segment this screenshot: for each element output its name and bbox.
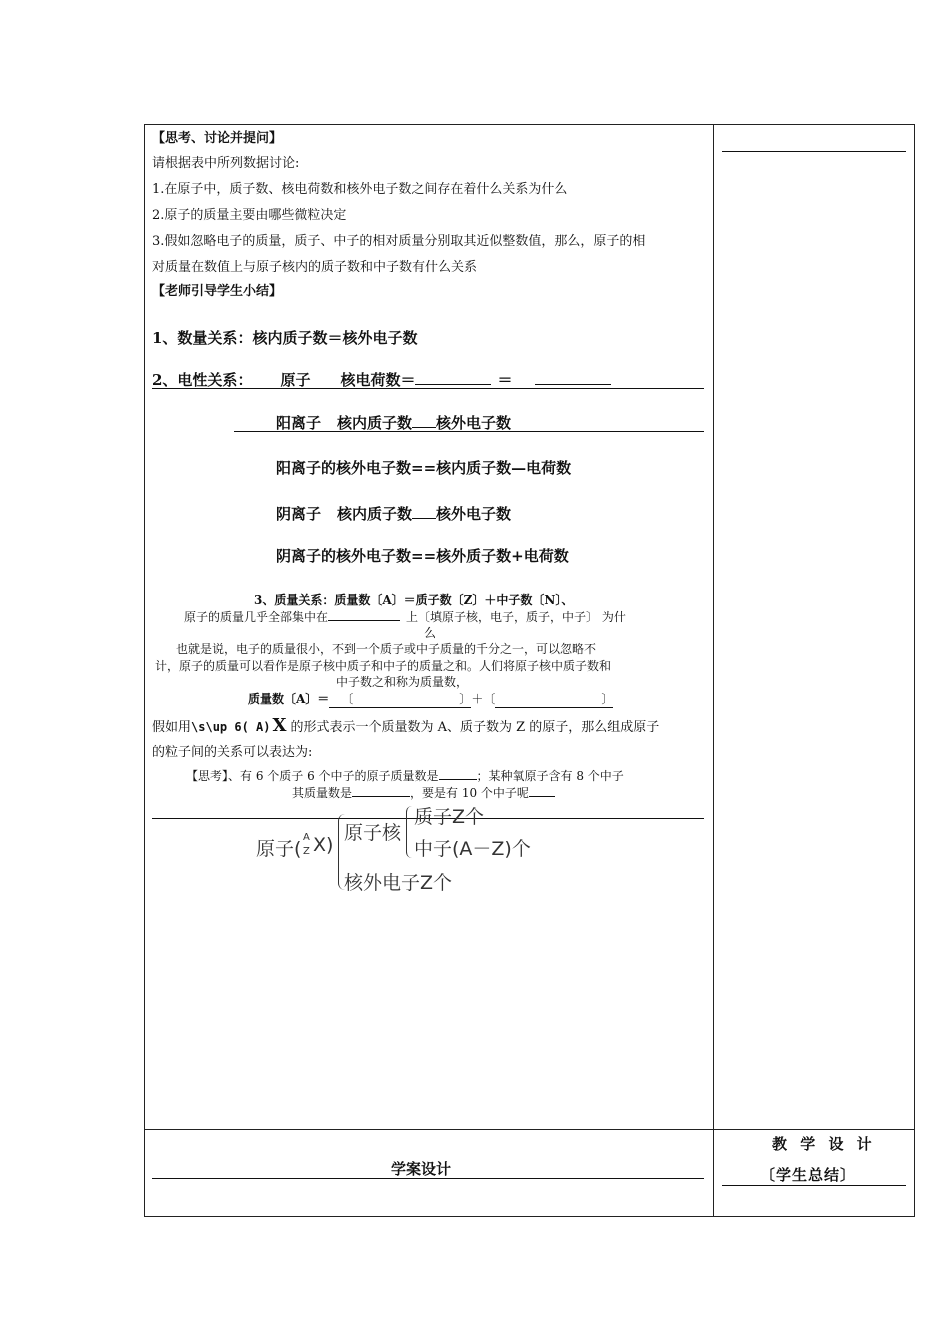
right-main-cell (713, 124, 915, 1130)
question-3-line2: 对质量在数值上与原子核内的质子数和中子数有什么关系 (152, 260, 478, 275)
mass-paragraph-2: 计，原子的质量可以看作是原子核中质子和中子的质量之和。人们将原子核中质子数和 (155, 659, 612, 673)
think2-blank-1[interactable] (439, 779, 477, 780)
think2-blank-2[interactable] (352, 796, 410, 797)
anion-relation (276, 503, 511, 524)
left-footer-title: 学案设计 (391, 1160, 452, 1178)
think2-blank-3[interactable] (529, 796, 555, 797)
charge-blank-1[interactable] (415, 384, 491, 385)
left-footer-rule (152, 1178, 704, 1179)
cation-b: 核外电子数 (436, 414, 512, 432)
cation-formula: 阳离子的核外电子数==核内质子数—电荷数 (276, 459, 572, 477)
right-footer-rule (722, 1185, 906, 1186)
mass-paragraph-1: 也就是说，电子的质量很小，不到一个质子或中子质量的千分之一，可以忽略不 (176, 642, 597, 656)
think2-line-1b: ；某种氧原子含有 8 个中子 (476, 769, 624, 783)
notation-prefix: 假如用 (152, 720, 192, 735)
mass-relation: 3、质量关系：质量数〔A〕＝质子数〔Z〕＋中子数〔N〕、 (254, 593, 574, 607)
mass-eq-blank-2[interactable]: 〕 (495, 690, 613, 708)
question-3-line1: 3.假如忽略电子的质量，质子、中子的相对质量分别取其近似整数值，那么，原子的相 (152, 234, 646, 249)
question-2: 2.原子的质量主要由哪些微粒决定 (152, 208, 347, 223)
mass-line-1 (184, 608, 626, 625)
anion-b: 核外电子数 (436, 505, 512, 523)
rule-1 (152, 388, 704, 389)
anion-blank[interactable] (412, 518, 436, 519)
structure-sub: Z (303, 846, 310, 857)
structure-proton: 质子Z个 (414, 806, 485, 828)
mass-paragraph-3: 中子数之和称为质量数， (336, 675, 469, 689)
mass-line-1a: 原子的质量几乎全部集中在 (184, 610, 329, 624)
structure-neutron: 中子(A－Z)个 (414, 838, 531, 860)
anion-label: 阴离子 (276, 505, 322, 523)
mass-line-1b: 上〔填原子核，电子，质子，中子〕 为什 (406, 610, 626, 624)
cation-blank[interactable] (412, 427, 436, 428)
mass-blank[interactable] (328, 620, 400, 621)
right-footer-subtitle: 〔学生总结〕 (760, 1166, 857, 1184)
notation-x: X (272, 715, 287, 736)
notation-line-2: 的粒子间的关系可以表达为: (152, 745, 313, 760)
structure-x: X) (313, 834, 334, 856)
structure-sup: A (303, 832, 310, 843)
anion-a: 核内质子数 (337, 505, 413, 523)
notation-suffix: 的形式表示一个质量数为 A、质子数为 Z 的原子，那么组成原子 (290, 720, 660, 735)
structure-nucleus: 原子核 (344, 822, 402, 844)
right-footer-title: 教 学 设 计 (772, 1135, 876, 1153)
notation-line-1 (152, 715, 659, 736)
summary-heading: 【老师引导学生小结】 (152, 284, 283, 299)
think2-line-2a: 其质量数是 (292, 786, 353, 800)
cation-a: 核内质子数 (337, 414, 413, 432)
mass-eq-label: 质量数〔A〕＝ (248, 692, 330, 706)
anion-formula: 阴离子的核外电子数==核外质子数+电荷数 (276, 547, 569, 565)
inner-brace (406, 806, 412, 858)
intro-text: 请根据表中所列数据讨论: (152, 156, 300, 171)
question-1: 1.在原子中，质子数、核电荷数和核外电子数之间存在着什么关系为什么 (152, 182, 568, 197)
notation-code: \s\up 6( A) (191, 720, 271, 734)
mass-equation (248, 690, 613, 708)
charge-blank-2[interactable] (535, 384, 611, 385)
think-heading: 【思考、讨论并提问】 (152, 131, 283, 146)
charge-relation (152, 369, 611, 390)
mass-line-1c: 么 (424, 626, 437, 640)
think2-line-2 (292, 784, 555, 801)
right-column-rule (722, 151, 906, 152)
cation-relation (276, 412, 511, 433)
charge-relation-atom: 原子 (280, 371, 311, 389)
think2-line-1 (186, 767, 624, 784)
charge-relation-label: 2、电性关系： (152, 371, 253, 389)
charge-relation-charge: 核电荷数＝ (340, 371, 416, 389)
think2-line-1a: 【思考】、有 6 个质子 6 个中子的原子质量数是 (186, 769, 439, 783)
structure-atom: 原子( (256, 838, 302, 860)
structure-electron: 核外电子Z个 (344, 872, 453, 894)
quantity-relation: 1、数量关系：核内质子数＝核外电子数 (152, 329, 418, 347)
mass-eq-blank-1[interactable]: 〔 〕 (329, 690, 471, 708)
cation-label: 阳离子 (276, 414, 322, 432)
mass-eq-plus: ＋〔 (471, 692, 496, 706)
think2-line-2b: ，要是有 10 个中子呢 (410, 786, 529, 800)
rule-2 (234, 431, 704, 432)
charge-relation-eq: ＝ (497, 371, 513, 389)
